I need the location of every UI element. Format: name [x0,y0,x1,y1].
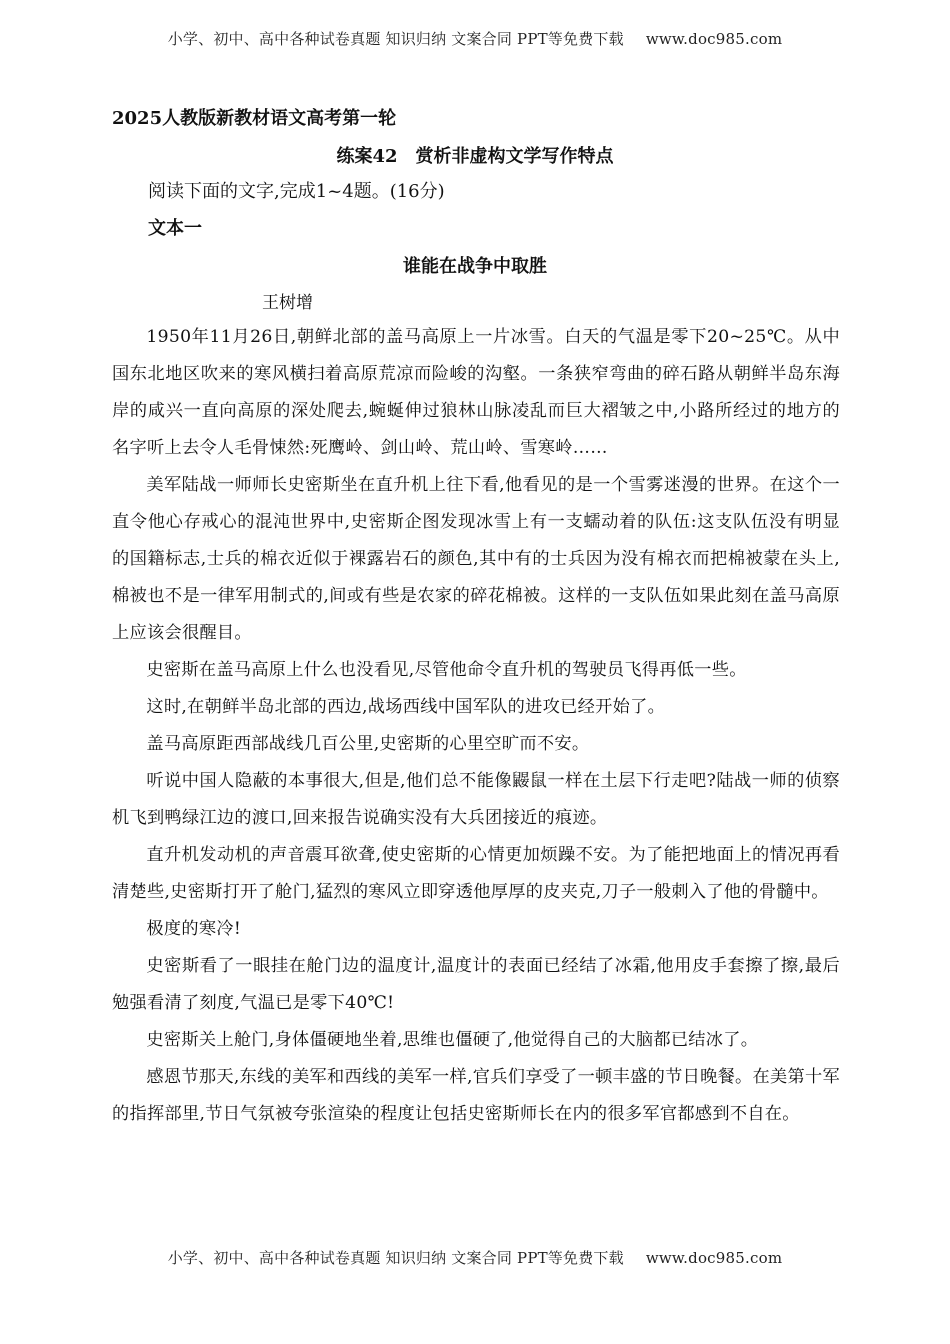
text-label: 文本一 [148,218,202,239]
case-number: 练案42 [336,146,398,167]
document-main-title: 2025人教版新教材语文高考第一轮 [112,108,397,129]
case-heading [0,142,950,168]
footer-site-link[interactable]: www.doc985.com [645,1249,783,1267]
footer-text: 小学、初中、高中各种试卷真题 知识归纳 文案合同 PPT等免费下载 [167,1249,624,1267]
page-footer [0,1247,950,1268]
header-site-link[interactable]: www.doc985.com [645,30,783,48]
paragraph: 1950年11月26日,朝鲜北部的盖马高原上一片冰雪。白天的气温是零下20~25℃。从中国东北地区吹来的寒风横扫着高原荒凉而险峻的沟壑。一条狭窄弯曲的碎石路从朝鲜半岛东海岸的咸兴一直向高原的深处爬去,蜿蜒伸过狼林山脉凌乱而巨大褶皱之中,小路所经过的地方的名字听上去令人毛骨悚然:死鹰岭、剑山岭、荒山岭、雪寒岭…… [112,327,840,458]
paragraph: 美军陆战一师师长史密斯坐在直升机上往下看,他看见的是一个雪雾迷漫的世界。在这个一直令他心存戒心的混沌世界中,史密斯企图发现冰雪上有一支蠕动着的队伍:这支队伍没有明显的国籍标志,士兵的棉衣近似于裸露岩石的颜色,其中有的士兵因为没有棉衣而把棉被蒙在头上,棉被也不是一律军用制式的,间或有些是农家的碎花棉被。这样的一支队伍如果此刻在盖马高原上应该会很醒目。 [112,475,840,643]
paragraph: 史密斯关上舱门,身体僵硬地坐着,思维也僵硬了,他觉得自己的大脑都已结冰了。 [146,1030,759,1050]
article-body [112,319,840,1133]
paragraph: 这时,在朝鲜半岛北部的西边,战场西线中国军队的进攻已经开始了。 [146,697,666,717]
paragraph: 极度的寒冷! [146,919,242,939]
paragraph: 直升机发动机的声音震耳欲聋,使史密斯的心情更加烦躁不安。为了能把地面上的情况再看清楚些,史密斯打开了舱门,猛烈的寒风立即穿透他厚厚的皮夹克,刀子一般刺入了他的骨髓中。 [112,845,840,902]
paragraph: 盖马高原距西部战线几百公里,史密斯的心里空旷而不安。 [146,734,590,754]
article-title: 谁能在战争中取胜 [403,256,547,277]
paragraph: 听说中国人隐蔽的本事很大,但是,他们总不能像鼹鼠一样在土层下行走吧?陆战一师的侦察机飞到鸭绿江边的渡口,回来报告说确实没有大兵团接近的痕迹。 [112,771,840,828]
page-header [0,28,950,49]
article-author: 王树增 [262,293,313,313]
instruction: 阅读下面的文字,完成1~4题。(16分) [148,181,445,202]
paragraph: 史密斯在盖马高原上什么也没看见,尽管他命令直升机的驾驶员飞得再低一些。 [146,660,747,680]
paragraph: 史密斯看了一眼挂在舱门边的温度计,温度计的表面已经结了冰霜,他用皮手套擦了擦,最后勉强看清了刻度,气温已是零下40℃! [112,956,840,1013]
paragraph: 感恩节那天,东线的美军和西线的美军一样,官兵们享受了一顿丰盛的节日晚餐。在美第十军的指挥部里,节日气氛被夸张渲染的程度让包括史密斯师长在内的很多军官都感到不自在。 [112,1067,840,1124]
case-title: 赏析非虚构文学写作特点 [415,146,614,167]
header-text: 小学、初中、高中各种试卷真题 知识归纳 文案合同 PPT等免费下载 [167,30,624,48]
